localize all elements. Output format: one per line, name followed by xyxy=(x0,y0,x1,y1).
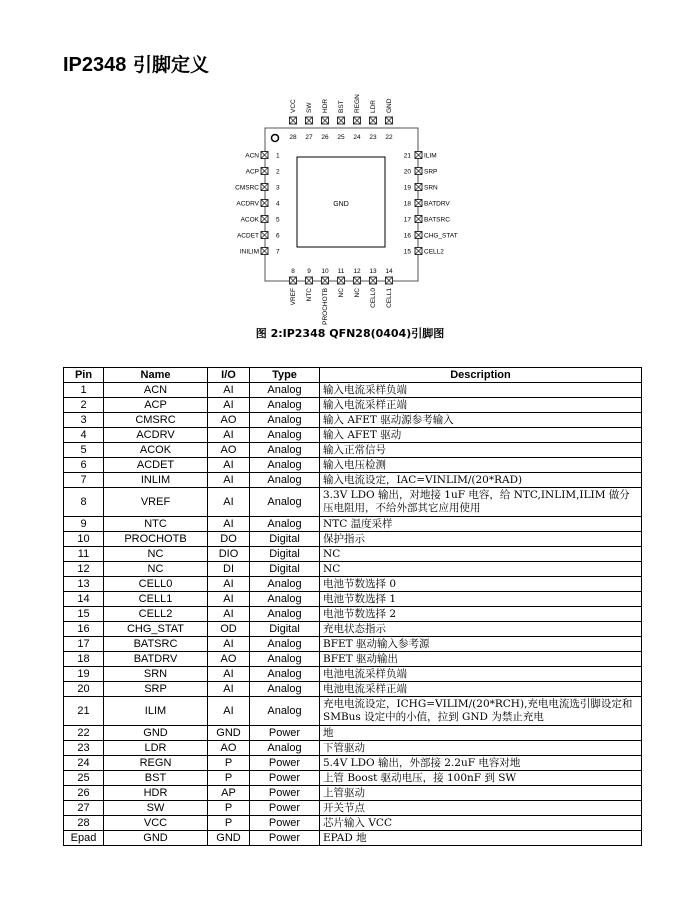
title-text: 引脚定义 xyxy=(126,54,210,76)
cell-io: AO xyxy=(208,652,250,667)
pin-number-3: 3 xyxy=(276,184,280,192)
pin-number-8: 8 xyxy=(291,268,295,275)
cell-name: BST xyxy=(104,771,208,786)
table-row xyxy=(64,831,642,846)
page-title xyxy=(63,50,209,77)
cell-type: Analog xyxy=(250,443,320,458)
cell-name: NTC xyxy=(104,517,208,532)
cell-type: Power xyxy=(250,771,320,786)
cell-description: 电池节数选择 0 xyxy=(320,577,642,592)
pin-number-6: 6 xyxy=(276,232,280,240)
cell-description: 电池节数选择 1 xyxy=(320,592,642,607)
pin-name-10: PROCHOTB xyxy=(322,288,329,325)
cell-type: Power xyxy=(250,756,320,771)
pin-number-5: 5 xyxy=(276,216,280,224)
cell-pin: 19 xyxy=(64,667,104,682)
cell-pin: 11 xyxy=(64,547,104,562)
cell-pin: 5 xyxy=(64,443,104,458)
cell-name: CELL2 xyxy=(104,607,208,622)
cell-pin: 7 xyxy=(64,473,104,488)
cell-io: AI xyxy=(208,607,250,622)
cell-name: VCC xyxy=(104,816,208,831)
cell-name: ACDRV xyxy=(104,428,208,443)
cell-name: NC xyxy=(104,547,208,562)
pin-number-24: 24 xyxy=(353,134,361,141)
cell-name: NC xyxy=(104,562,208,577)
table-row xyxy=(64,682,642,697)
cell-name: LDR xyxy=(104,741,208,756)
pin-name-14: CELL1 xyxy=(386,288,393,308)
table-row xyxy=(64,413,642,428)
cell-type: Analog xyxy=(250,607,320,622)
pin-number-27: 27 xyxy=(305,134,313,141)
cell-pin: 24 xyxy=(64,756,104,771)
cell-type: Analog xyxy=(250,428,320,443)
cell-description: 下管驱动 xyxy=(320,741,642,756)
cell-description: 输入电流采样正端 xyxy=(320,398,642,413)
table-row xyxy=(64,458,642,473)
cell-pin: 21 xyxy=(64,697,104,726)
cell-description: NC xyxy=(320,547,642,562)
pin-name-27: SW xyxy=(306,102,313,113)
pin-name-9: NTC xyxy=(306,288,313,302)
pin-name-12: NC xyxy=(354,288,361,298)
title-part-number: IP2348 xyxy=(63,54,127,76)
cell-description: 保护指示 xyxy=(320,532,642,547)
cell-description: BFET 驱动输入参考源 xyxy=(320,637,642,652)
cell-pin: 18 xyxy=(64,652,104,667)
pin-number-21: 21 xyxy=(403,152,411,160)
cell-description: NTC 温度采样 xyxy=(320,517,642,532)
cell-io: AI xyxy=(208,592,250,607)
exposed-pad-label: GND xyxy=(333,201,349,208)
table-row xyxy=(64,532,642,547)
pin-number-17: 17 xyxy=(403,216,411,224)
cell-io: DI xyxy=(208,562,250,577)
cell-type: Analog xyxy=(250,413,320,428)
cell-type: Digital xyxy=(250,547,320,562)
cell-type: Analog xyxy=(250,398,320,413)
cell-description: EPAD 地 xyxy=(320,831,642,846)
pin-name-28: VCC xyxy=(290,99,297,113)
cell-io: OD xyxy=(208,622,250,637)
cell-io: AI xyxy=(208,458,250,473)
cell-io: GND xyxy=(208,726,250,741)
cell-pin: 3 xyxy=(64,413,104,428)
cell-name: BATDRV xyxy=(104,652,208,667)
cell-name: ACOK xyxy=(104,443,208,458)
table-row xyxy=(64,622,642,637)
cell-io: AI xyxy=(208,637,250,652)
cell-description: 上管驱动 xyxy=(320,786,642,801)
pin-number-18: 18 xyxy=(403,200,411,208)
cell-description: 电池电流采样负端 xyxy=(320,667,642,682)
pin-name-4: ACDRV xyxy=(236,200,259,208)
table-row xyxy=(64,741,642,756)
pin-name-24: REGN xyxy=(354,94,361,113)
cell-io: AI xyxy=(208,697,250,726)
pin-name-8: VREF xyxy=(290,288,297,306)
cell-io: AI xyxy=(208,473,250,488)
pin-number-25: 25 xyxy=(337,134,345,141)
cell-io: AI xyxy=(208,428,250,443)
table-row xyxy=(64,547,642,562)
header-pin: Pin xyxy=(64,368,104,383)
pin-number-19: 19 xyxy=(403,184,411,192)
pin-number-20: 20 xyxy=(403,168,411,176)
cell-description: 输入正常信号 xyxy=(320,443,642,458)
cell-pin: 28 xyxy=(64,816,104,831)
pin-number-12: 12 xyxy=(353,268,361,275)
cell-description: 电池节数选择 2 xyxy=(320,607,642,622)
table-row xyxy=(64,697,642,726)
pin-name-2: ACP xyxy=(245,168,259,176)
table-row xyxy=(64,652,642,667)
cell-name: BATSRC xyxy=(104,637,208,652)
pin-name-20: SRP xyxy=(424,168,438,176)
cell-io: P xyxy=(208,756,250,771)
pin-number-4: 4 xyxy=(276,200,280,208)
pin-name-6: ACDET xyxy=(236,232,259,240)
cell-type: Analog xyxy=(250,592,320,607)
cell-description: 芯片输入 VCC xyxy=(320,816,642,831)
header-io: I/O xyxy=(208,368,250,383)
cell-io: AI xyxy=(208,577,250,592)
table-row xyxy=(64,637,642,652)
cell-name: REGN xyxy=(104,756,208,771)
cell-pin: 14 xyxy=(64,592,104,607)
pin-name-1: ACN xyxy=(245,152,259,160)
pin-name-17: BATSRC xyxy=(424,216,450,224)
pin-number-10: 10 xyxy=(321,268,329,275)
pin-name-18: BATDRV xyxy=(424,200,450,208)
pin-name-21: ILIM xyxy=(424,152,437,160)
cell-pin: 2 xyxy=(64,398,104,413)
cell-description: 电池电流采样正端 xyxy=(320,682,642,697)
pin-number-11: 11 xyxy=(337,268,345,275)
cell-type: Analog xyxy=(250,682,320,697)
cell-io: AO xyxy=(208,741,250,756)
pin-number-23: 23 xyxy=(369,134,377,141)
cell-description: 输入电流采样负端 xyxy=(320,383,642,398)
cell-pin: 27 xyxy=(64,801,104,816)
cell-name: CHG_STAT xyxy=(104,622,208,637)
pin-name-3: CMSRC xyxy=(235,184,259,192)
pin-name-13: CELL0 xyxy=(370,288,377,308)
table-row xyxy=(64,607,642,622)
cell-pin: 12 xyxy=(64,562,104,577)
cell-type: Analog xyxy=(250,473,320,488)
cell-description: NC xyxy=(320,562,642,577)
cell-name: PROCHOTB xyxy=(104,532,208,547)
cell-io: AI xyxy=(208,383,250,398)
table-row xyxy=(64,473,642,488)
cell-name: ACN xyxy=(104,383,208,398)
cell-name: ACDET xyxy=(104,458,208,473)
cell-type: Digital xyxy=(250,622,320,637)
cell-name: CELL0 xyxy=(104,577,208,592)
table-row xyxy=(64,488,642,517)
cell-description: 输入 AFET 驱动 xyxy=(320,428,642,443)
cell-pin: 1 xyxy=(64,383,104,398)
cell-name: SW xyxy=(104,801,208,816)
cell-type: Analog xyxy=(250,652,320,667)
pin-name-15: CELL2 xyxy=(424,248,444,256)
header-name: Name xyxy=(104,368,208,383)
table-row xyxy=(64,771,642,786)
cell-pin: Epad xyxy=(64,831,104,846)
cell-io: AI xyxy=(208,682,250,697)
cell-type: Analog xyxy=(250,517,320,532)
cell-io: AO xyxy=(208,443,250,458)
cell-type: Power xyxy=(250,831,320,846)
cell-pin: 23 xyxy=(64,741,104,756)
cell-name: HDR xyxy=(104,786,208,801)
cell-io: P xyxy=(208,771,250,786)
cell-pin: 17 xyxy=(64,637,104,652)
cell-pin: 4 xyxy=(64,428,104,443)
cell-pin: 10 xyxy=(64,532,104,547)
pin-number-16: 16 xyxy=(403,232,411,240)
pin-definition-table xyxy=(63,367,642,846)
table-row xyxy=(64,428,642,443)
table-row xyxy=(64,592,642,607)
cell-name: INLIM xyxy=(104,473,208,488)
pin-name-23: LDR xyxy=(370,99,377,113)
pin-number-28: 28 xyxy=(289,134,297,141)
cell-name: GND xyxy=(104,726,208,741)
cell-name: ACP xyxy=(104,398,208,413)
cell-description: 充电电流设定，ICHG=VILIM/(20*RCH),充电电流选引脚设定和 SMBus 设定中的小值，拉到 GND 为禁止充电 xyxy=(320,697,642,726)
cell-io: DIO xyxy=(208,547,250,562)
cell-pin: 26 xyxy=(64,786,104,801)
cell-io: AI xyxy=(208,667,250,682)
pin-number-7: 7 xyxy=(276,248,280,256)
pin-name-26: HDR xyxy=(322,98,329,113)
cell-pin: 22 xyxy=(64,726,104,741)
header-description: Description xyxy=(320,368,642,383)
cell-pin: 20 xyxy=(64,682,104,697)
cell-io: AI xyxy=(208,517,250,532)
pin-number-26: 26 xyxy=(321,134,329,141)
cell-name: CELL1 xyxy=(104,592,208,607)
table-header-row xyxy=(64,368,642,383)
cell-type: Power xyxy=(250,726,320,741)
cell-description: 输入 AFET 驱动源参考输入 xyxy=(320,413,642,428)
cell-description: 充电状态指示 xyxy=(320,622,642,637)
cell-name: SRN xyxy=(104,667,208,682)
figure-caption: 图 2:IP2348 QFN28(0404)引脚图 xyxy=(255,327,445,340)
cell-description: BFET 驱动输出 xyxy=(320,652,642,667)
cell-description: 开关节点 xyxy=(320,801,642,816)
table-row xyxy=(64,577,642,592)
pin-number-1: 1 xyxy=(276,152,280,160)
cell-io: DO xyxy=(208,532,250,547)
pin-number-2: 2 xyxy=(276,168,280,176)
cell-io: GND xyxy=(208,831,250,846)
cell-type: Analog xyxy=(250,577,320,592)
pin-number-13: 13 xyxy=(369,268,377,275)
table-row xyxy=(64,726,642,741)
cell-type: Analog xyxy=(250,741,320,756)
pin-name-11: NC xyxy=(338,288,345,298)
cell-description: 上管 Boost 驱动电压，接 100nF 到 SW xyxy=(320,771,642,786)
cell-type: Analog xyxy=(250,637,320,652)
cell-io: AO xyxy=(208,413,250,428)
cell-pin: 16 xyxy=(64,622,104,637)
cell-io: P xyxy=(208,816,250,831)
cell-type: Analog xyxy=(250,383,320,398)
cell-type: Power xyxy=(250,816,320,831)
cell-pin: 6 xyxy=(64,458,104,473)
cell-io: P xyxy=(208,801,250,816)
cell-type: Power xyxy=(250,786,320,801)
pin-name-16: CHG_STAT xyxy=(424,232,458,240)
cell-description: 3.3V LDO 输出，对地接 1uF 电容，给 NTC,INLIM,ILIM 做分压电阻用，不给外部其它应用使用 xyxy=(320,488,642,517)
cell-type: Analog xyxy=(250,488,320,517)
pin-name-19: SRN xyxy=(424,184,438,192)
cell-io: AI xyxy=(208,488,250,517)
cell-pin: 13 xyxy=(64,577,104,592)
cell-name: ILIM xyxy=(104,697,208,726)
table-row xyxy=(64,667,642,682)
table-row xyxy=(64,398,642,413)
cell-name: VREF xyxy=(104,488,208,517)
pin-number-14: 14 xyxy=(385,268,393,275)
table-row xyxy=(64,443,642,458)
qfn28-pinout-diagram xyxy=(230,94,458,330)
cell-pin: 9 xyxy=(64,517,104,532)
pin-name-25: BST xyxy=(338,100,345,113)
table-row xyxy=(64,816,642,831)
cell-pin: 8 xyxy=(64,488,104,517)
cell-type: Analog xyxy=(250,458,320,473)
table-row xyxy=(64,801,642,816)
pin-number-15: 15 xyxy=(403,248,411,256)
table-row xyxy=(64,517,642,532)
pin-name-22: GND xyxy=(386,98,393,113)
cell-description: 输入电流设定，IAC=VINLIM/(20*RAD) xyxy=(320,473,642,488)
pin-number-22: 22 xyxy=(385,134,393,141)
cell-pin: 25 xyxy=(64,771,104,786)
cell-type: Digital xyxy=(250,562,320,577)
cell-name: SRP xyxy=(104,682,208,697)
cell-description: 地 xyxy=(320,726,642,741)
table-row xyxy=(64,756,642,771)
cell-name: CMSRC xyxy=(104,413,208,428)
cell-description: 5.4V LDO 输出，外部接 2.2uF 电容对地 xyxy=(320,756,642,771)
table-row xyxy=(64,562,642,577)
cell-type: Power xyxy=(250,801,320,816)
cell-io: AP xyxy=(208,786,250,801)
cell-type: Analog xyxy=(250,697,320,726)
pin-name-7: INILIM xyxy=(239,248,259,256)
table-row xyxy=(64,383,642,398)
cell-name: GND xyxy=(104,831,208,846)
pin-number-9: 9 xyxy=(307,268,311,275)
header-type: Type xyxy=(250,368,320,383)
pin-name-5: ACOK xyxy=(240,216,259,224)
cell-description: 输入电压检测 xyxy=(320,458,642,473)
cell-pin: 15 xyxy=(64,607,104,622)
cell-io: AI xyxy=(208,398,250,413)
cell-type: Analog xyxy=(250,667,320,682)
table-row xyxy=(64,786,642,801)
cell-type: Digital xyxy=(250,532,320,547)
